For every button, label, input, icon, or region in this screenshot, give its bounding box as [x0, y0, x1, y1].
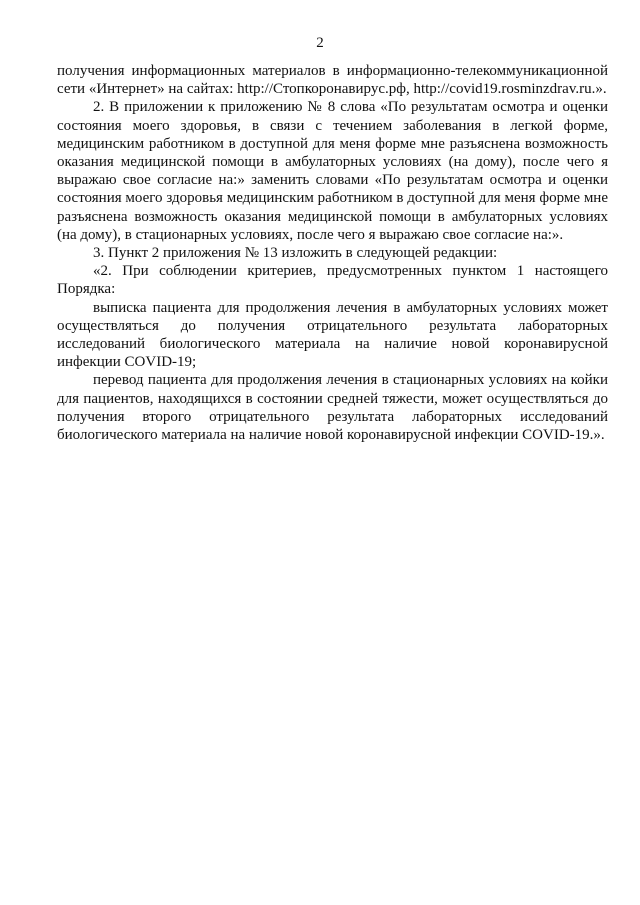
- paragraph-item-2: 2. В приложении к приложению № 8 слова «По результатам осмотра и оценки состояния моего здоровья, в связи с течением заболевания в легкой форме, медицинским работником в доступной для меня форме мне разъяснена возможность оказания медицинской помощи в амбулаторных условиях (на дому), после чего я выражаю свое согласие на:» заменить словами «По результатам осмотра и оценки состояния моего здоровья медицинским работником в доступной для меня форме мне разъяснена возможность оказания медицинской помощи в амбулаторных условиях (на дому), в стационарных условиях, после чего я выражаю свое согласие на:».: [57, 99, 608, 243]
- paragraph-criteria: «2. При соблюдении критериев, предусмотренных пунктом 1 настоящего Порядка:: [57, 263, 608, 298]
- page-number: 2: [316, 35, 324, 51]
- paragraph-item-3: 3. Пункт 2 приложения № 13 изложить в следующей редакции:: [93, 245, 498, 262]
- paragraph-internet-sites: получения информационных материалов в информационно-телекоммуникационной сети «Интернет» на сайтах: http://Стопкоронавирус.рф, http://covid19.rosminzdrav.ru.».: [57, 63, 608, 98]
- document-body: [57, 62, 608, 444]
- paragraph-outpatient-discharge: выписка пациента для продолжения лечения в амбулаторных условиях может осуществляться до получения отрицательного результата лабораторных исследований биологического материала на наличие новой коронавирусной инфекции COVID-19;: [57, 299, 608, 371]
- paragraph-inpatient-transfer: перевод пациента для продолжения лечения в стационарных условиях на койки для пациентов, находящихся в состоянии средней тяжести, может осуществляться до получения второго отрицательного результата лабораторных исследований биологического материала на наличие новой коронавирусной инфекции COVID-19.».: [57, 372, 608, 444]
